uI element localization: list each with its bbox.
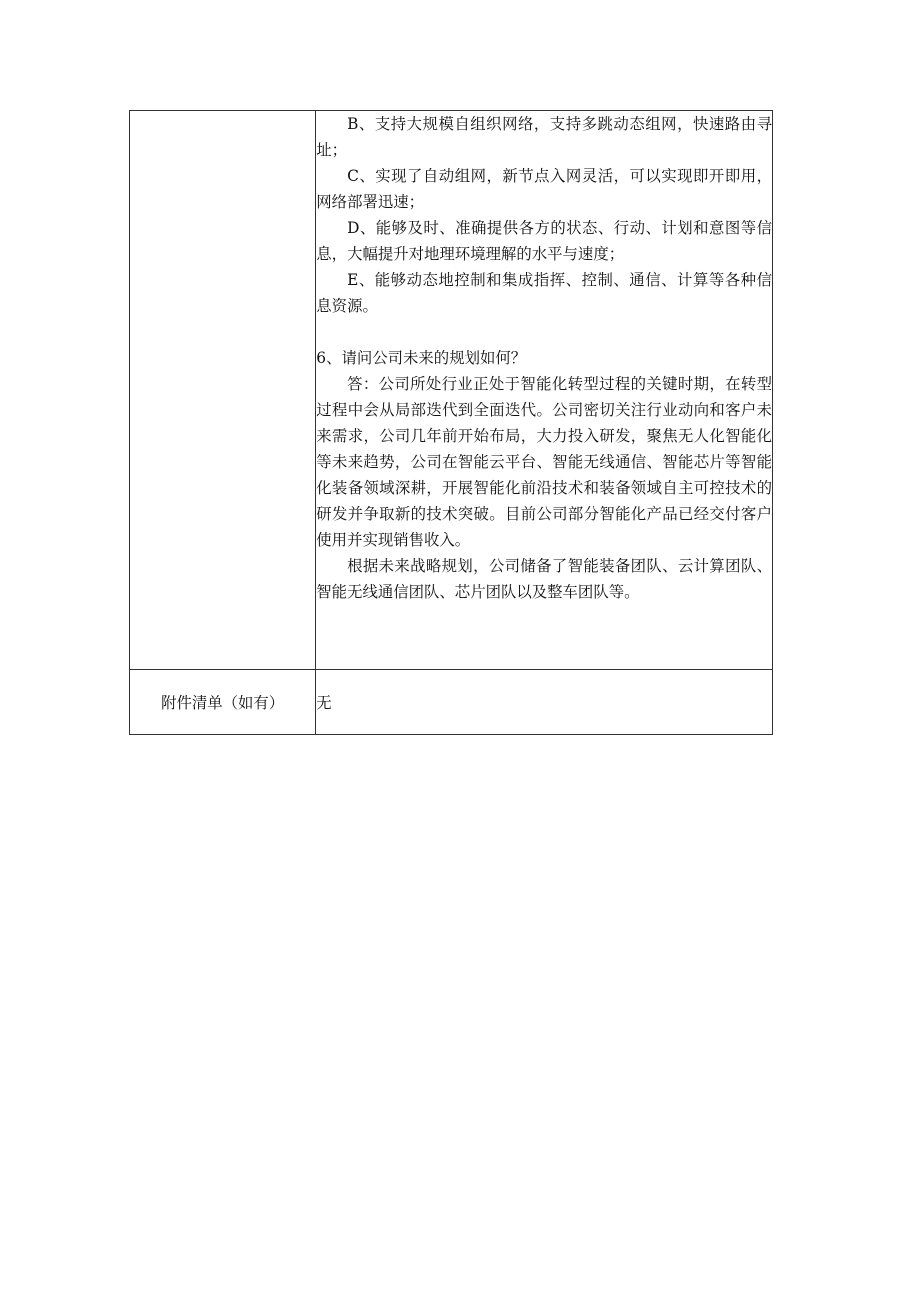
content-row-label — [130, 111, 316, 670]
attachment-label: 附件清单（如有） — [130, 670, 316, 735]
answer-6: 答：公司所处行业正处于智能化转型过程的关键时期，在转型过程中会从局部迭代到全面迭代。公司密切关注行业动向和客户未来需求，公司几年前开始布局，大力投入研发，聚焦无人化智能化等未来趋势，公司在智能云平台、智能无线通信、智能芯片等智能化装备领域深耕，开展智能化前沿技术和装备领域自主可控技术的研发并争取新的技术突破。目前公司部分智能化产品已经交付客户使用并实现销售收入。 — [316, 375, 772, 549]
paragraph-c: C、实现了自动组网，新节点入网灵活，可以实现即开即用，网络部署迅速； — [316, 167, 772, 211]
attachment-row — [130, 670, 773, 735]
content-row — [130, 111, 773, 670]
question-6: 6、请问公司未来的规划如何？ — [316, 349, 527, 367]
paragraph-gap — [316, 319, 772, 345]
content-row-body — [316, 111, 773, 670]
attachment-value: 无 — [316, 670, 773, 735]
paragraph-b: B、支持大规模自组织网络，支持多跳动态组网，快速路由寻址； — [316, 115, 772, 159]
plan-paragraph: 根据未来战略规划，公司储备了智能装备团队、云计算团队、智能无线通信团队、芯片团队以及整车团队等。 — [316, 557, 772, 601]
record-table — [129, 110, 773, 735]
paragraph-e: E、能够动态地控制和集成指挥、控制、通信、计算等各种信息资源。 — [316, 271, 772, 315]
paragraph-d: D、能够及时、准确提供各方的状态、行动、计划和意图等信息，大幅提升对地理环境理解的水平与速度； — [316, 219, 772, 263]
